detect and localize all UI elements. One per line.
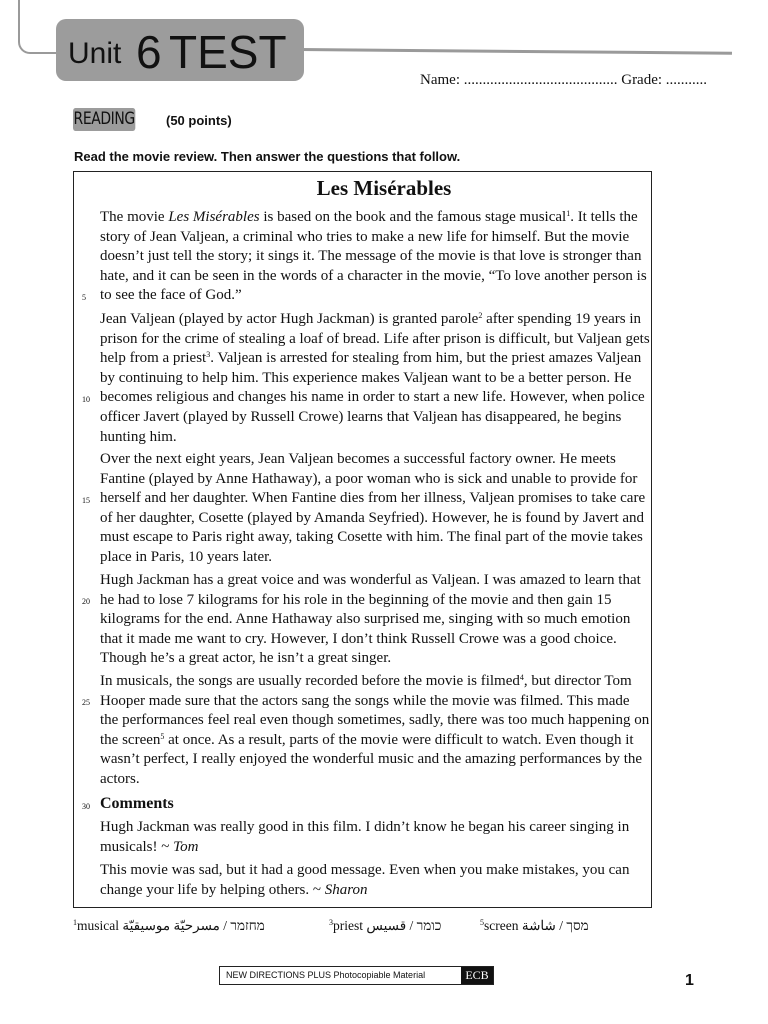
unit-number: 6 — [136, 26, 162, 78]
p2-text-b: after spending 19 years in prison for the crime of stealing a loaf of bread. Life after prison is difficult, but Valjean gets help from a priest — [100, 311, 650, 367]
footnote-1-text: musical מחזמר / مسرحيّة موسيقيّة — [77, 918, 265, 933]
p5-text-a: In musicals, the songs are usually recorded before the movie is filmed — [100, 673, 520, 689]
footnote-3-num: 3 — [329, 918, 333, 927]
p1-text-c: . It tells the story of Jean Valjean, a criminal who tries to make a new life for himself. But the movie doesn’t just tell the story; it sings it. The message of the movie is that love is stronger than hate, and it can be seen in the words of a character in the movie, “To love another person is to see the face of God.” — [100, 209, 647, 304]
line-number-10: 10 — [82, 395, 90, 404]
line-number-15: 15 — [82, 496, 90, 505]
header-corner-line — [18, 0, 60, 54]
line-number-20: 20 — [82, 597, 90, 606]
p5-text-b: , but director Tom Hooper made sure that the actors sang the songs while the movie was filmed. This made the performances feel real even though sometimes, sadly, there was too much happening on the screen — [100, 673, 650, 748]
comment-2 — [100, 861, 650, 900]
paragraph-4 — [100, 571, 650, 669]
p1-movie-title: Les Misérables — [168, 209, 260, 225]
publisher-logo: ECB — [461, 967, 493, 984]
comment-2-text: This movie was sad, but it had a good message. Even when you make mistakes, you can change your life by helping others. ~ — [100, 862, 630, 898]
footnote-ref-2: 2 — [478, 311, 483, 320]
p1-text-a: The movie — [100, 209, 169, 225]
footnote-ref-4: 4 — [519, 673, 524, 682]
reading-section-tag: READING — [73, 109, 135, 129]
p1-text-b: is based on the book and the famous stage musical — [259, 209, 567, 225]
line-number-5: 5 — [82, 293, 86, 302]
unit-word: Unit — [68, 37, 122, 70]
comment-1 — [100, 818, 650, 857]
footnote-1-num: 1 — [73, 918, 77, 927]
article-title: Les Misérables — [316, 176, 452, 200]
name-grade-line: Name: ......................................... Grade: ........... — [420, 72, 708, 88]
footnote-ref-3: 3 — [206, 350, 211, 360]
footnote-5 — [480, 918, 589, 934]
footnote-1 — [73, 918, 265, 934]
footnote-3 — [329, 918, 441, 934]
footer-label: NEW DIRECTIONS PLUS Photocopiable Material — [226, 970, 426, 980]
line-number-30: 30 — [82, 802, 90, 811]
line-number-25: 25 — [82, 698, 90, 707]
page-number: 1 — [685, 972, 694, 989]
unit-badge — [56, 19, 304, 81]
test-word: TEST — [169, 26, 287, 78]
header-rule — [300, 48, 732, 55]
p4-text: Hugh Jackman has a great voice and was wonderful as Valjean. I was amazed to learn that he had to lose 7 kilograms for his role in the beginning of the movie and then gain 15 kilograms for the end. Anne Hathaway also surprised me, singing with so much emotion that it made me want to cry. However, I don’t think Russell Crowe was a good choice. Though he’s a great actor, he isn’t a great singer. — [100, 572, 641, 667]
footer-label-box — [219, 966, 494, 985]
comment-2-author: Sharon — [324, 881, 368, 898]
comment-1-author: Tom — [173, 838, 199, 855]
comment-1-text: Hugh Jackman was really good in this film. I didn’t know he began his career singing in musicals! ~ — [100, 819, 630, 855]
section-points: (50 points) — [166, 113, 232, 128]
footnote-3-text: priest כומר / قسيس — [333, 918, 442, 933]
instructions: Read the movie review. Then answer the questions that follow. — [74, 149, 461, 164]
footnote-ref-1: 1 — [566, 209, 571, 218]
paragraph-5 — [100, 672, 650, 790]
p3-text: Over the next eight years, Jean Valjean becomes a successful factory owner. He meets Fantine (played by Anne Hathaway), a poor woman who is sick and unable to provide for herself and her daughter. When Fantine dies from her illness, Valjean promises to take care of her daughter, Cosette (played by Amanda Seyfried). However, he is found by Javert and must escape to Paris right away, taking Cosette with him. The final part of the movie takes place in Paris, 10 years later. — [100, 451, 646, 565]
paragraph-3 — [100, 450, 650, 568]
footnote-5-num: 5 — [480, 918, 484, 927]
paragraph-1 — [100, 208, 650, 306]
p5-text-c: at once. As a result, parts of the movie were difficult to watch. Even though it wasn’t perfect, I really enjoyed the wonderful music and the amazing performances by the actors. — [100, 731, 643, 787]
p2-text-a: Jean Valjean (played by actor Hugh Jackman) is granted parole — [100, 311, 479, 327]
footnote-5-text: screen מסך / شاشة — [484, 918, 589, 933]
p2-text-c: . Valjean is arrested for stealing from him, but the priest amazes Valjean by continuing to help him. This experience makes Valjean want to be a better person. He becomes religious and changes his name in order to start a new life. However, when police officer Javert (played by Russell Crowe) learns that Valjean has disappeared, he begins hunting him. — [100, 350, 645, 445]
comments-heading: Comments — [100, 795, 174, 812]
footnote-ref-5: 5 — [160, 731, 165, 741]
paragraph-2 — [100, 310, 650, 447]
